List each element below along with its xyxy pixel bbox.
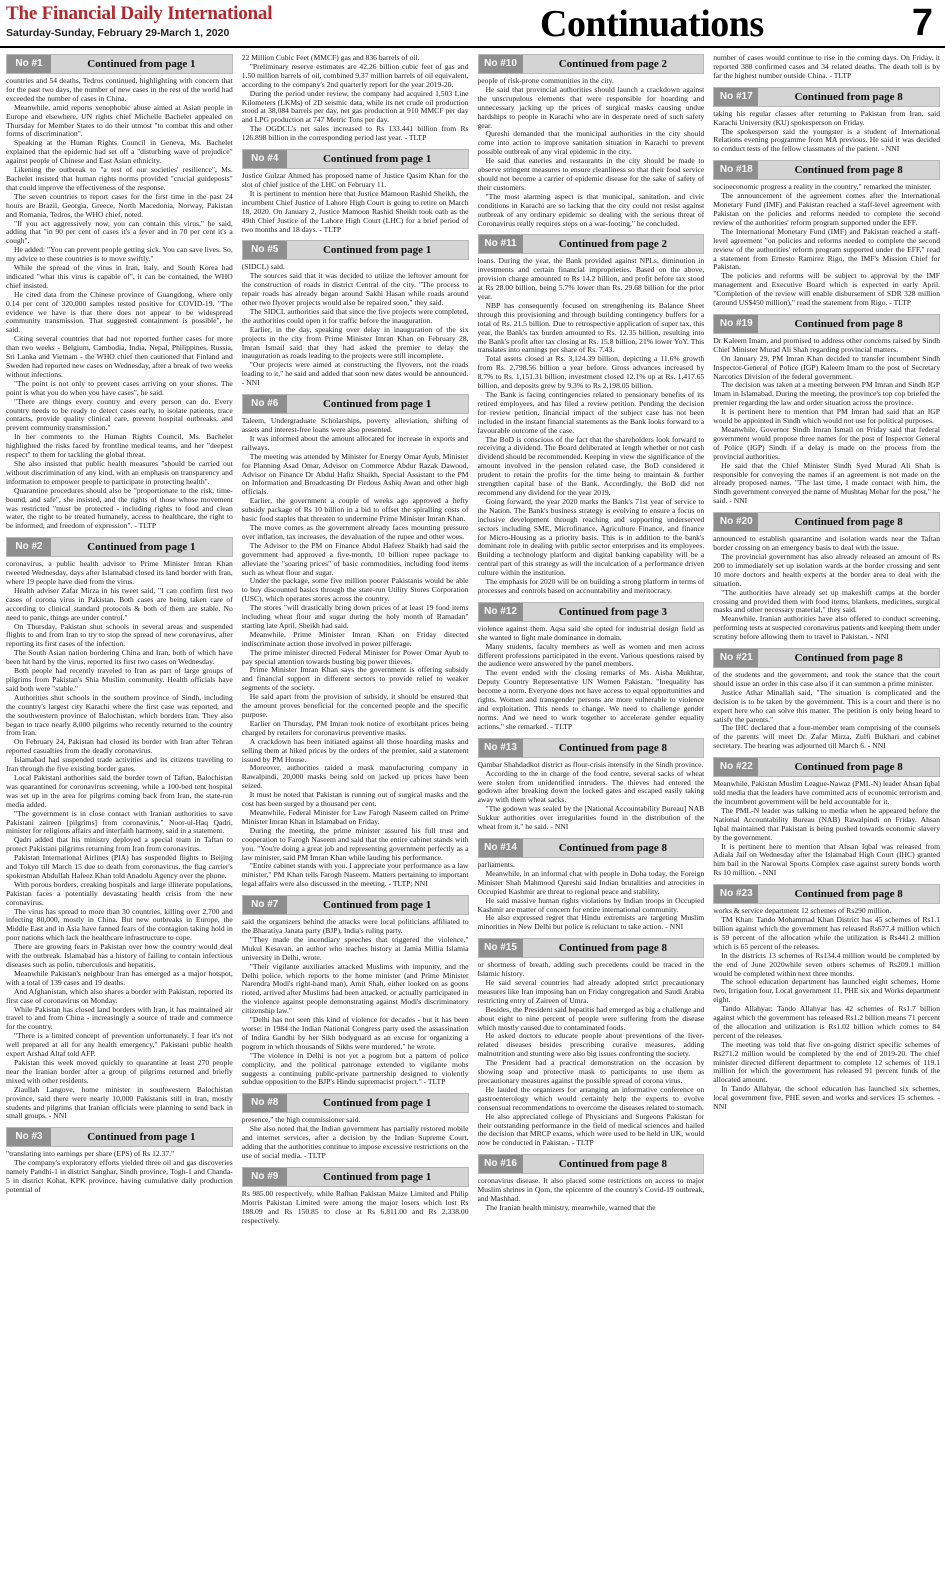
story-block [6, 1127, 233, 1195]
paragraph: The emphasis for 2020 will be on building a strong platform in terms of processes and controls based on accountability and meritocracy. [477, 577, 705, 595]
paragraph: "translating into earnings per share (EPS) of Rs 12.37." [6, 1149, 175, 1159]
paragraph: She also noted that the Indian government has partially restored mobile and internet services, after a decision by the Indian Supreme Court, adding that the authorities continue to impose excessive restrictions on the use of social media. - TLTP [241, 1124, 469, 1160]
story-header [6, 537, 233, 557]
paragraph: Islamabad had suspended trade activities and its citizens traveling to Iran through the five existing border gates. [6, 755, 233, 774]
issue-date: Saturday-Sunday, February 29-March 1, 2020 [6, 27, 230, 39]
story-body [242, 918, 469, 1087]
paragraph: The SIDCL authorities said that since the five projects were completed, the authorities could open it for traffic before the inauguration. [241, 306, 469, 325]
paragraph: TM Khan: Tando Mohammad Khan District has 45 schemes of Rs1.1 billion against which the government has released Rs677.4 million which is 59 percent of the allocation while the utilization is Rs441.2 million which is 65 percent of the releases. [713, 915, 940, 951]
paragraph: Citing several countries that had not reported further cases for more than two weeks - Belgium, Cambodia, India, Nepal, Philippines, Russia, Sri Lanka and Vietnam - the WHO chief then cautioned that Finland and Sweden had reported new cases on Wednesday, after a break of two weeks without infections. [6, 334, 233, 379]
story-header [242, 1093, 469, 1113]
story-number: No #18 [714, 161, 758, 179]
story-number: No #21 [714, 649, 758, 667]
paragraph: socioeconomic progress a reality in the country," remarked the minister. [713, 182, 932, 192]
paragraph: "They made the incendiary speeches that triggered the violence," Mukul Kesavan, an author who teaches history at Jamia Millia Islamia university in Delhi, wrote. [241, 934, 469, 962]
story-number: No #13 [479, 739, 523, 757]
paragraph: Total assets closed at Rs. 3,124.39 billion, depicting a 11.6% growth from Rs. 2,798.56 billion a year before. Gross advances increased by 8.7% to Rs. 1,151.31 billion, investment closed 12.1% up at Rs. 1,417.65 billion, and deposits grew by 9.3% to Rs 2,198.05 billion. [477, 354, 705, 391]
paragraph: Justice Gulzar Ahmed has proposed name of Justice Qasim Khan for the slot of chief justice of the LHC on February 11. [241, 171, 469, 189]
paragraph: He said apart from the provision of subsidy, it should be ensured that the amount proves beneficial for the concerned people and the specific purpose. [241, 692, 469, 719]
paragraph: Likening the outbreak to "a test of our societies' resilience", Ms. Bachelet insisted that human rights norms provided "crucial guideposts" that could improve the effectiveness of the response. [6, 165, 233, 192]
paragraph: In the districts 13 schemes of Rs134.4 million would be completed by the end of June 2020while seven others schemes of Rs209.1 million would be completed within next three months. [713, 950, 940, 978]
story-number: No #11 [479, 235, 523, 253]
paragraph: parliaments. [477, 859, 515, 869]
paragraph: "The authorities have already set up makeshift camps at the border crossing and provided them with food items, blankets, medicines, surgical masks and other necessary material," they said. [713, 587, 940, 615]
paragraph: The spokesperson said the youngster is a student of International Relations evening programme from MA previous. He said it was decided to conduct tests of the fellow classmates of the patient. - NNI [713, 126, 940, 154]
story-title: Continued from page 2 [558, 58, 668, 70]
paragraph: Prime Minister Imran Khan says the government is offering subsidy and financial support in different sectors to provide relief to weaker segments of the society. [241, 665, 469, 693]
story-block [478, 1154, 705, 1213]
paragraph: The stores "will drastically bring down prices of at least 19 food items including wheat flour and sugar during the holy month of Ramadan" starting late April, Sheikh had said. [241, 603, 469, 630]
story-body [478, 77, 705, 228]
story-header [713, 757, 940, 777]
paragraph: or shortness of breath, adding such precedents could be traced in the Islamic history. [477, 960, 705, 979]
column-1 [6, 54, 233, 1578]
paragraph: Earlier, in the day, speaking over delay in inauguration of the six projects in the city from Prime Minister Imran Khan on February 28, Imran Ismail said that they had asked the premier to delay the inauguration as roads leading to the projects were still incomplete. [241, 324, 469, 361]
story-block [713, 757, 940, 878]
paragraph: The decision was taken at a meeting between PM Imran and Sindh IGP Imam in Islamabad. During the meeting, the province's top cop briefed the premier regarding the law and order situation across the province. [713, 380, 940, 408]
page-number: 7 [911, 2, 933, 44]
story-block [242, 1093, 469, 1161]
paragraph: "If you act aggressively now, you can contain this virus," he said, adding that "in 90 per cent of cases it's a fever and in 70 per cent it's a cough". [6, 218, 233, 246]
story-block [713, 314, 940, 506]
story-title: Continued from page 1 [322, 398, 432, 411]
story-body [713, 907, 940, 1112]
paragraph: The South Asian nation bordering China and Iran, both of which have been hit hard by the virus, reported its first two cases on Wednesday. [6, 648, 233, 667]
story-body [713, 110, 940, 155]
story-title: Continued from page 8 [794, 90, 903, 103]
paragraph: "The violence in Delhi is not yet a pogrom but a pattern of police complicity, and the political patronage extended to vigilante mobs suggests a continuing public-private partnership designed to violently subdue opposition to the BJP's Hindu supremacist project." - TLTP [241, 1050, 469, 1087]
paragraph: It must be noted that Pakistan is running out of surgical masks and the cost has been surged by a thousand per cent. [241, 790, 469, 809]
story-title: Continued from page 8 [794, 652, 903, 665]
paragraph: Moreover, authorities raided a mask manufacturing company in Rawalpindi, 20,000 masks being sold on jacked up prices have been seized. [241, 763, 469, 791]
story-header [242, 1167, 469, 1187]
story-number: No #12 [479, 603, 523, 621]
paragraph: The Bank is facing contingencies related to pensionary benefits of its retired employees, and has filed a review petition. Pending the decision for review petition, financial impact of the subject case has not been included in the instant financial statements as the Bank looks forward to a favourable outcome of the case. [477, 390, 705, 435]
paragraph: Under the package, some five million poorer Pakistanis would be able to buy discounted basics through the state-run Utility Stores Corporation (USC), which operates stores across the country. [241, 576, 469, 604]
paragraph: works & service department 12 schemes of Rs290 million. [713, 906, 892, 916]
story-number: No #8 [243, 1094, 287, 1112]
paper-name: The Financial Daily International [6, 3, 273, 24]
paragraph: The virus has spread to more than 30 countries, killing over 2,700 and infecting 80,000, mostly in China. But new outbreaks in Europe, the Middle East and in Asia have fanned fears of the contagion taking hold in poor nations which lack the healthcare infrastructure to cope. [6, 906, 233, 943]
story-header [6, 1127, 233, 1147]
story-title: Continued from page 8 [558, 741, 668, 754]
story-title: Continued from page 8 [794, 888, 903, 901]
paragraph: Besides, the President said hepatitis had emerged as big a challenge and about eight to nine percent of people were suffering from the disease which mostly caused due to contaminated foods. [477, 1004, 705, 1032]
story-number: No #5 [243, 241, 287, 259]
paragraph: He lauded the organizers for arranging an informative conference on gastroenterology which would certainly help the experts to evolve consensual recommendations to overcome the diseases related to stomach. [477, 1084, 705, 1112]
story-header [478, 54, 705, 74]
paragraph: The Iranian health ministry, meanwhile, warned that the [485, 1202, 656, 1212]
paragraph: On January 29, PM Imran Khan decided to transfer incumbent Sindh Inspector-General of Police (IGP) Kaleem Imam to the post of Secretary Narcotics Division of the federal government. [713, 353, 940, 381]
paragraph: "Our projects were aimed at constructing the flyovers, not the roads leading to it," he said and added that soon new dates would be announced. - NNI [241, 360, 469, 388]
paragraph: Health adviser Zafar Mirza in his tweet said, "I can confirm first two cases of corona virus in Pakistan. Both cases are being taken care of according to clinical standard protocols & both of them are stable. No need to panic, things are under control." [6, 585, 233, 622]
paragraph: said the organizers behind the attacks were local politicians affiliated to the Bharatiya Janata party (BJP), India's ruling party. [241, 917, 469, 936]
paragraph: "The government is in close contact with Iranian authorities to save Pakistani zaireen [pilgrims] from coronavirus," Noor-ul-Haq Qadri, minister for religious affairs and interfaith harmony, said in a statement. [6, 808, 233, 836]
paragraph: The provincial government has also already released an amount of Rs 200 to immediately set up isolation wards at the border crossing and sent 10 more doctors and health experts at the border area to deal with the situation. [713, 551, 940, 588]
story-title: Continued from page 1 [322, 244, 432, 257]
story-header [6, 54, 233, 74]
paragraph: The meeting was attended by Minister for Energy Omar Ayub, Minister for Planning Asad Omar, Advisor on Commerce Abdur Razak Dawood, Advisor on Finance Dr Abdul Hafiz Shaikh, Special Assistant to the PM on Information and Broadcasting Dr Firdous Ashiq Awan and other high officials. [241, 451, 469, 497]
story-header [478, 602, 705, 622]
paragraph: The seven countries to report cases for the first time in the past 24 hours are Brazil, Georgia, Greece, North Macedonia, Norway, Pakistan and Romania, Tedros, the WHO chief, noted. [6, 191, 233, 219]
story-number: No #1 [7, 55, 51, 73]
paragraph: In her comments to the Human Rights Council, Ms. Bachelet highlighted the risks faced by frontline medical teams, and her "deepest respect" to them for tackling the global threat. [6, 432, 233, 460]
paragraph: He said that the Chief Minister Sindh Syed Murad Ali Shah is responsible for conveying the names if an agreement is not made on the already proposed names. "The last time, I made contact with him, the Sindh government conveyed the name of Mushtaq Mehar for the post," he said. - NNI [713, 460, 940, 506]
paragraph: Meanwhile, Prime Minister Imran Khan on Friday directed indiscriminate action those involved in power pilferage. [241, 629, 469, 648]
story-block [242, 895, 469, 1087]
paragraph: He also appreciated college of Physicians and Surgeons Pakistan for their outstanding performance in the field of medical sciences and hailed the decision that MRCP exams, which were used to be held in UK, would now be conducted in Pakistan. - TLTP [477, 1111, 705, 1148]
story-body [242, 1116, 469, 1161]
story-number: No #20 [714, 513, 758, 531]
story-body [478, 861, 705, 932]
paragraph: Qureshi demanded that the municipal authorities in the city should come into action to improve sanitation situation in Karachi to prevent possible outbreak of any viral epidemic in the city. [477, 129, 705, 157]
paragraph: In Tando Allahyar, the school education has launched six schemes, local government five, PHE seven and works and services 15 schemes. - NNI [713, 1084, 940, 1112]
paragraph: The International Monetary Fund (IMF) and Pakistan reached a staff-level agreement "on policies and reforms needed to complete the second review of the authorities' reform program supported under the EFF," read a statement from Ernesto Ramirez Rigo, the IMF's Mission Chief for Pakistan. [713, 226, 940, 272]
paragraph: Speaking at the Human Rights Council in Geneva, Ms. Bachelet explained that the epidemic had set off a "disturbing wave of prejudice" against people of Chinese and East Asian ethnicity. [6, 138, 233, 166]
paragraph: NBP has consequently focused on strengthening its Balance Sheet through this provisioning and through building contingency buffers for a total of Rs. 21.5 billion. Due to retrospective application of super tax, this year, the Bank's tax burden amounted to Rs. 12.35 billion, resulting into the Bank's profit after tax closing at Rs. 15.8 billion, 21% lower YoY. This translates into earnings per share of Rs. 7.43. [477, 300, 705, 355]
paragraph: Meanwhile, in an informal chat with people in Doha today, the Foreign Minister Shah Mahmood Qureshi said Indian brutalities and atrocities in Occupied Kashmir are threat to regional peace and stability. [477, 868, 705, 896]
paragraph: "Entire cabinet stands with you. I appreciate your performance as a law minister," PM Khan tells Farogh Naseem. Matters pertaining to important legal affairs were also discussed in the meeting. - TLTP; NNI [241, 861, 469, 889]
paragraph: The IHC declared that a four-member team comprising of the counsels of the parents will meet Dr. Zafar Mirza, Zulfi Bukhari and cabinet secretary. The hearing was adjourned till March 6. - NNI [713, 723, 940, 751]
story-block [6, 537, 233, 1121]
story-body [242, 1190, 469, 1226]
story-block [478, 234, 705, 595]
paragraph: Many students, faculty members as well as women and men across different professions participated in the event. Various questions raised by the audience were answered by the panel members. [477, 641, 705, 669]
paragraph: people of risk-prone communities in the city. [477, 76, 614, 85]
paragraph: The PML-N leader was talking to media when he appeared before the National Accountability Bureau (NAB) Rawalpindi on Friday. Ahsan Iqbal maintained that Pakistan is being pushed towards economic slavery by the government. [713, 805, 940, 842]
paragraph: It is pertinent to mention here that Justice Mamoon Rashid Sheikh, the incumbent Chief Justice of Lahore High Court is going to retire on March 18, 2020. On January 2, Justice Mamoon Rashid Sheikh took oath as the 49th Chief Justice of the Lahore High Court (LHC) for a brief period of two months and 18 days. - TLTP [241, 188, 469, 234]
paragraph: 22 Million Cubic Feet (MMCF) gas and 836 barrels of oil. [241, 54, 420, 62]
story-title: Continued from page 8 [794, 317, 903, 330]
paragraph: "Their vigilante auxiliaries attacked Muslims with impunity, and the Delhi police, which reports to the home minister (and Prime Minister Narendra Modi's right-hand man), Amit Shah, either looked on as goons rioted, arrived after Muslims had been attacked, or actually participated in the violence against people demonstrating against Modi's discriminatory citizenship law." [241, 961, 469, 1016]
story-body [713, 337, 940, 506]
paragraph: During the meeting, the prime minister assured his full trust and cooperation to Farogh Naseem and said that the entire cabinet stands with you. "You're doing a great job and representing government perfectly as a law minister, said PM Imran Khan while lauding his performance. [241, 825, 469, 862]
paragraph: While the spread of the virus in Iran, Italy, and South Korea had indicated "what this virus is capable of", it can be contained, the WHO chief insisted. [6, 263, 233, 290]
paragraph: coronavirus, a public health advisor to Prime Minister Imran Khan tweeted Wednesday, days after Islamabad closed its land border with Iran, where 19 people have died from the virus. [6, 559, 233, 587]
paragraph: The prime minister directed Federal Minister for Power Omar Ayub to pay special attention towards busting big power thieves. [241, 647, 469, 666]
paragraph: Justice Athar Minallah said, "The situation is complicated and the decision is to be taken by the government. This is a court and there is no expert here who can solve this matter. The petition is only being heard to satisfy the parents." [713, 687, 940, 724]
paragraph: He asked doctors to educate people about preventions of the liver-related diseases besides prescribing curative measures, adding malnutrition and stunting were also big issues confronting the society. [477, 1031, 705, 1059]
story-header [713, 314, 940, 334]
story-header [478, 1154, 705, 1174]
story-number: No #10 [479, 55, 523, 73]
story-header [478, 738, 705, 758]
paragraph: He also expressed regret that Hindu extremists are targeting Muslim minorities in New Delhi but police is reluctant to take action. - NNI [477, 913, 705, 932]
column-2 [242, 54, 469, 1578]
story-body [242, 172, 469, 234]
story-header [242, 895, 469, 915]
paragraph: Pakistan this week moved quickly to quarantine at least 270 people near the Iranian border after a group of pilgrims returned and briefly mixed with other residents. [6, 1057, 233, 1085]
story-title: Continued from page 1 [87, 58, 196, 70]
story-title: Continued from page 3 [558, 605, 668, 618]
story-body [242, 417, 469, 889]
story-number: No #6 [243, 395, 287, 413]
paragraph: And Afghanistan, which also shares a border with Pakistan, reported its first case of coronavirus on Monday. [6, 986, 233, 1005]
paragraph: The event ended with the closing remarks of Ms. Aisha Mukhtar, Deputy Country Representative UN Women Pakistan. "Inequality has become a norm. Everyone does not have access to equal opportunities and rights. Women and transgender persons are more vulnerable to violence and exploitation. This needs to change. We need to challenge gender norms. And we need to work together to accelerate gender equality actions," she remarked. - TLTP [477, 668, 705, 731]
story-body [713, 671, 940, 751]
story-body [6, 77, 233, 531]
paragraph: Pakistan International Airlines (PIA) has suspended flights to Beijing and Tokyo till March 15 due to death from coronavirus, the flag carrier's spokesman Abdullah Hafeez Khan told Anadolu Agency over the phone. [6, 853, 233, 880]
paragraph: Earlier, the government a couple of weeks ago approved a hefty subsidy package of Rs 10 billion in a bid to offset the spiralling costs of basic food staples that threaten to undermine Prime Minister Imran Khan. [241, 496, 469, 524]
story-title: Continued from page 8 [558, 1158, 668, 1171]
paragraph: Meanwhile, Iranian authorities have also offered to conduct screening, performing tests at suspected coronavirus patients and keeping them under scrutiny before allowing them to travel to Pakistan. - NNI [713, 614, 940, 642]
paragraph: The OGDCL's net sales increased to Rs 133.441 billion from Rs 126.898 billion in the corresponding period last year. - TLTP [241, 124, 469, 143]
story-header [713, 648, 940, 668]
story-body [478, 625, 705, 732]
story-title: Continued from page 8 [558, 841, 668, 854]
story-number: No #22 [714, 758, 758, 776]
paragraph: number of cases would continue to rise in the coming days. On Friday, it reported 388 confirmed cases and 34 related deaths. The death toll is by far the highest number outside China. - TLTP [713, 54, 940, 80]
paragraph: The school education department has launched eight schemes, Home two, Irrigation four, Local government 11, PHE six and Works department eight. [713, 977, 940, 1005]
story-block [242, 54, 469, 143]
story-block [478, 602, 705, 732]
story-block [713, 648, 940, 751]
story-number: No #23 [714, 885, 758, 903]
story-body [242, 54, 469, 143]
paragraph: It is pertinent here to mention that Ahsan Iqbal was released from Adiala Jail on Wednesday after the Islamabad High Court (IHC) granted him bail in the Narowal Sports Complex case against surety bonds worth Rs 10 million. - NNI [713, 841, 940, 878]
story-number: No #7 [243, 896, 287, 914]
story-header [478, 838, 705, 858]
paragraph: violence against them. Aqsa said she opted for industrial design field as she wanted to fight male dominance in domain. [477, 623, 705, 642]
paragraph: Quarantine procedures should also be "proportionate to the risk, time-bound, and safe", she insisted, and the rights of those whose movement was restricted "must be protected - including rights to food and clean water, the right to be treated humanely, access to healthcare, the right to be informed, and freedom of expression". - TLTP [6, 485, 233, 531]
story-title: Continued from page 8 [794, 516, 903, 529]
paragraph: Meanwhile, Pakistan Muslim League-Nawaz (PML-N) leader Ahsan Iqbal told media that the leaders have committed acts of economic terrorism and the incumbent government will be held accountable for it. [713, 779, 940, 806]
paragraph: Earlier on Thursday, PM Imran took notice of exorbitant prices being charged by retailers for coronavirus preventive masks. [241, 718, 469, 737]
story-block [242, 1167, 469, 1226]
story-number: No #14 [479, 839, 523, 857]
story-title: Continued from page 1 [322, 1097, 432, 1110]
story-block [6, 54, 233, 531]
paragraph: taking his regular classes after returning to Pakistan from Iran, said Karachi University (KU) spokesperson on Friday. [713, 108, 940, 127]
paragraph: Meanwhile, Federal Minister for Law Farogh Naseem called on Prime Minister Imran Khan in Islamabad on Friday. [241, 807, 469, 826]
paragraph: Tando Allahyar: Tando Allahyar has 42 schemes of Rs1.7 billion against which the government has released Rs1.2 billion means 71 percent of the allocation and utilization is Rs1.02 billion which comes to 84 percent of the releases. [713, 1004, 940, 1040]
story-body [242, 263, 469, 388]
story-header [713, 884, 940, 904]
column-4 [713, 54, 940, 1578]
paragraph: "There is a limited concept of prevention unfortunately. I fear it's not well prepared at all for any health emergency," Pakistani public health expert Arshad Altaf told AFP. [6, 1031, 233, 1059]
story-body [713, 535, 940, 642]
story-block [713, 87, 940, 155]
paragraph: The policies and reforms will be subject to approval by the IMF management and Executive Board which is expected in early April. "Completion of the review will enable disbursement of SDR 328 million (around US$450 million)," read the statement from Rigo. - TLTP [713, 271, 940, 308]
paragraph: On February 24, Pakistan had closed its border with Iran after Tehran reported casualties from the deadly coronavirus. [6, 737, 233, 756]
column-3 [478, 54, 705, 1578]
story-title: Continued from page 8 [794, 164, 903, 177]
paragraph: Authorities shut schools in the southern province of Sindh, including the country's largest city Karachi where the first case was reported, and the southwestern province of Balochistan, which borders Iran. They also began to trace nearly 8,000 pilgrims who recently returned to the country from Iran. [6, 692, 233, 738]
paragraph: The Advisor to the PM on Finance Abdul Hafeez Shaikh had said the government had approved a five-month, 10 billion rupee package to alleviate the "soaring prices" of basic commodities, including food items such as wheat flour and sugar. [241, 540, 469, 577]
paragraph: Meanwhile Pakistan's neighbour Iran has emerged as a major hotspot, with a total of 139 cases and 19 deaths. [6, 968, 233, 987]
paragraph: She also insisted that public health measures "should be carried out without discrimination of any kind, with an emphasis on transparency and information to empower people to participate in protecting health". [6, 458, 233, 486]
paragraph: loans. During the year, the Bank provided against NPLs, diminution in investments and certain financial improprieties. Based on the above, provision charge amounted to Rs 14.2 billion, and profit before tax stood at Rs 28.00 billion, being 5.7% lower than Rs. 29.68 billion for the prior year. [477, 256, 705, 302]
paragraph: coronavirus disease. It also placed some restrictions on access to major Muslim shrines in Qom, the epicentre of the country's Covid-19 outbreak, and Mashhad. [477, 1176, 705, 1204]
paragraph: of the students and the government, and took the stance that the court should issue an order in this case also if it can summon a prime minister. [713, 670, 940, 688]
paragraph: "The point is not only to prevent cases arriving on your shores. The point is what you do when you have cases", he said. [6, 378, 233, 397]
paragraph: presence," the high commissioner said. [241, 1115, 361, 1125]
story-body [478, 761, 705, 832]
story-body [713, 183, 940, 308]
paragraph: Local Pakistani authorities said the border town of Taftan, Balochistan was quarantined for coronavirus screening, while a 100-bed tent hospital was set up in the area for pilgrims coming back from Iran, the state-run media added. [6, 772, 233, 809]
story-body [478, 257, 705, 595]
paragraph: Meanwhile, Governor Sindh Imran Ismail on Friday said that federal government would propose three names for the post of Inspector General of Police (IGP) Sindh if a delay is made on the process from the provincial authorities. [713, 425, 940, 461]
story-block [713, 160, 940, 308]
story-block [242, 149, 469, 234]
paragraph: The meeting was told that five on-going district specific schemes of Rs271.2 million would be completed by the end of 2019-20. The chief minister directed different department to complete 12 schemes of 119.1 million for which the government has released 91 percent funds of the allocated amount. [713, 1039, 940, 1085]
story-block [713, 54, 940, 81]
story-number: No #2 [7, 538, 51, 556]
paragraph: Dr Kaleem Imam, and promised to address other concerns raised by Sindh Chief Minister Murad Ali Shah regarding provincial matters. [713, 335, 940, 354]
paragraph: The BoD is conscious of the fact that the shareholders look forward to receiving a dividend. The Board deliberated at length whether or not cash dividend should be recommended. Keeping in view the significance of the amount involved in the pension related case, the BoD considered it prudent to retain the profits for the time being to maintain & further strengthen capital base of the Bank. Accordingly, the BoD did not recommend any dividend for the year 2019. [477, 434, 705, 497]
story-header [242, 394, 469, 414]
paragraph: He said massive human rights violations by Indian troops in Occupied Kashmir are matter of concern for entire international community. [477, 895, 705, 914]
story-block [478, 738, 705, 832]
story-title: Continued from page 8 [558, 942, 668, 955]
paragraph: The move comes as the government already faces mounting pressure over inflation, tax increases, the devaluation of the rupee and other woes. [241, 522, 469, 541]
story-block [713, 884, 940, 1112]
paragraph: With porous borders, creaking hospitals and large illiterate populations, Pakistan faces a potentially devastating health crisis from the new coronavirus. [6, 879, 233, 907]
story-header [713, 512, 940, 532]
story-number: No #3 [7, 1128, 51, 1146]
paragraph: announced to establish quarantine and isolation wards near the Taftan border crossing on an emergency basis to deal with the issue. [713, 534, 940, 553]
paragraph: countries and 54 deaths, Tedros continued, highlighting with concern that for the past two days, the number of new cases in the rest of the world had exceeded the number of cases in China. [6, 76, 233, 103]
paragraph: Ziaullah Langove, home minister in southwestern Balochistan province, said there were nearly 10,000 Pakistanis still in Iran, mostly students and pilgrims that Iranian officials were planning to send back in small groups. - NNI [6, 1084, 233, 1121]
paragraph: Going forward, the year 2020 marks the Bank's 71st year of service to the Nation. The Bank's business strategy is evolving to ensure a focus on inclusive development through reaching and supporting underserved sectors including SME, Microfinance, Agriculture Finance, and finance for Micro-Housing as a priority basis. This is in addition to the bank's dominant role in dealing with public sector enterprises and its employees. Building a technology platform and digital banking capability will be a central part of this strategy as will the inculcation of a performance driven culture within the institution. [477, 496, 705, 578]
paragraph: He said that eateries and restaurants in the city should be made to observe stringent measures to ensure cleanliness so that their food service should not become a carrier of epidemic disease for the sake of safety of their customers. [477, 156, 705, 192]
story-body [6, 1150, 233, 1195]
story-header [242, 240, 469, 260]
story-body [6, 560, 233, 1121]
story-title: Continued from page 8 [794, 761, 903, 774]
story-body [713, 54, 940, 81]
paragraph: "There are things every country and every person can do. Every country needs to be ready to detect cases early, to isolate patients, trace contacts, provide quality clinical care, prevent hospital outbreaks, and prevent community transmission." [6, 396, 233, 433]
story-block [478, 938, 705, 1148]
paragraph: The announcement of the agreement comes after the International Monetary Fund (IMF) and Pakistan reached a staff-level agreement with Pakistan on the policies and reforms needed to complete the second review of the authorities' reform program supported under the EFF. [713, 191, 940, 227]
story-title: Continued from page 1 [87, 1131, 196, 1144]
story-block [713, 512, 940, 642]
paragraph: He said several countries had already adopted strict precautionary measures like Iran imposing ban on Friday congregation and Saudi Arabia restricting entry of Zaireen of Umra. [477, 978, 705, 1005]
paragraph: A crackdown has been initiated against all those hoarding masks and selling them at hiked prices by the orders of the premier, said a statement issued by PM House. [241, 736, 469, 764]
story-block [478, 838, 705, 932]
paragraph: "The most alarming aspect is that municipal, sanitation, and civic conditions in Karachi are so lacking that the city could not resist against outbreak of any ordinary epidemic so dealing with the serious threat of Coronavirus really requires steps on a war-footing," he concluded. [477, 191, 705, 228]
story-number: No #17 [714, 88, 758, 106]
paragraph: Rs 985.00 respectively, while Rafhan Pakistan Maize Limited and Philip Morris Pakistan Limited were among the major losers which lost Rs 188.09 and Rs 150.85 to close at Rs 6,811.00 and Rs 2,338.00 respectively. [241, 1188, 469, 1225]
story-number: No #16 [479, 1155, 523, 1173]
paragraph: He cited data from the Chinese province of Guangdong, where only 0.14 per cent of 320,000 samples tested positive for COVID-19. "The evidence we have is that there does not appear to be widespread community transmission. That suggested containment is possible", he said. [6, 289, 233, 335]
paragraph: While Pakistan has closed land borders with Iran, it has maintained air travel to and from China - increasingly a source of trade and commerce for the country. [6, 1004, 233, 1032]
paragraph: (SIDCL) said. [241, 262, 285, 272]
paragraph: The company's exploratory efforts yielded three oil and gas discoveries namely Pandhi-1 in district Sanghar, Sindh province, Togh-1 and Chanda-5 in district Kohat, KPK province, having cumulative daily production potential of [6, 1158, 233, 1194]
story-title: Continued from page 1 [322, 1170, 432, 1183]
paragraph: During the period under review, the company had acquired 1,503 Line Kilometers (LKMs) of 2D seismic data, while its net crude oil production stood at 38,084 barrels per day, net gas production at 910 MMCF per day and LPG production at 747 Metric Tons per day. [241, 88, 469, 125]
paragraph: On Thursday, Pakistan shut schools in several areas and suspended flights to and from Iran to try to stop the spread of new coronavirus, after reporting its first cases of the infection. [6, 621, 233, 649]
paragraph: "Delhi has not seen this kind of violence for decades - but it has been worse: in 1984 the Indian National Congress party used the assassination of Indira Gandhi by her Sikh bodyguard as an excuse for organizing a pogrom in which thousands of Sikhs were murdered," he wrote. [241, 1015, 469, 1051]
paragraph: Qadri added that his ministry deployed a special team in Taftan to protect Pakistani pilgrims returning from Iran from coronavirus. [6, 835, 233, 854]
paragraph: It was informed about the amount allocated for increase in exports and railways. [241, 433, 469, 452]
story-block [242, 394, 469, 889]
paragraph: "The godown was sealed by the [National Accountability Bureau] NAB Sukkur authorities over irregularities found in the distribution of the wheat from it," he said. - NNI [477, 804, 705, 832]
story-title: Continued from page 2 [558, 238, 668, 251]
story-columns [6, 54, 940, 1578]
story-title: Continued from page 1 [87, 541, 196, 554]
story-number: No #4 [243, 150, 287, 168]
section-title: Continuations [540, 3, 764, 45]
paragraph: It is pertinent here to mention that PM Imran had said that an IGP would be appointed in Sindh which would not use for political purposes. [713, 407, 940, 426]
story-title: Continued from page 1 [322, 153, 432, 166]
story-body [478, 961, 705, 1148]
story-number: No #15 [479, 939, 523, 957]
paragraph: According to the in charge of the food centre, several sacks of wheat were stolen from unidentified intruders. The thieves had entered the godown after breaking down the locked gates and escaped easily taking away with them wheat sacks. [477, 768, 705, 805]
story-block [478, 54, 705, 228]
story-block [242, 240, 469, 388]
paragraph: Qambar Shahdadkot district as flour-crisis intensify in the Sindh province. [477, 759, 704, 769]
story-header [713, 160, 940, 180]
paragraph: There are growing fears in Pakistan over how the country would deal with the outbreak. Islamabad has a history of failing to contain infectious diseases such as polio, tuberculosis and hepatitis. [6, 942, 233, 969]
story-number: No #19 [714, 315, 758, 333]
paragraph: The sources said that it was decided to utilize the leftover amount for the construction of roads in district Central of the city. "The process to repair roads has already began around Sakhi Hasan while roads around other two flyover projects would also be repaired soon," they said. [241, 271, 469, 308]
story-body [713, 780, 940, 878]
story-body [478, 1177, 705, 1213]
paragraph: Taleem, Undergraduate Scholarships, poverty alleviation, shifting of assets and interest-free loans were also presented. [241, 416, 469, 434]
story-header [242, 149, 469, 169]
paragraph: The President had a practical demonstration on the occasion by showing soap and protective mask to participants to use them as precautionary measures against the possible spread of corona virus. [477, 1058, 705, 1085]
story-header [478, 234, 705, 254]
paragraph: "Preliminary reserve estimates are 42.26 billion cubic feet of gas and 1.50 million barrels of oil, combined 9.37 million barrels of oil equivalent, according to the company's 2nd quarterly report for the year 2019-20. [241, 61, 469, 89]
story-number: No #9 [243, 1168, 287, 1186]
masthead [0, 0, 945, 48]
paragraph: Meanwhile, amid reports xenophobic abuse aimed at Asian people in Europe and elsewhere, UN rights chief Michelle Bachelet appealed on Thursday for Member States to do their utmost "to combat this and other forms of discrimination". [6, 102, 233, 139]
paragraph: He said that provincial authorities should launch a crackdown against the unscrupulous elements that were responsible for hoarding and unnecessary jacking up the prices of surgical masks causing undue hardships to people in Karachi who are in desperate need of such safety gear. [477, 84, 705, 130]
story-header [713, 87, 940, 107]
story-title: Continued from page 1 [322, 899, 432, 912]
story-header [478, 938, 705, 958]
paragraph: Both people had recently traveled to Iran as part of large groups of pilgrims from Pakistan's Shia Muslim community. Health officials have said both were "stable." [6, 666, 233, 693]
paragraph: He added: "You can prevent people getting sick. You can save lives. So, my advice to these countries is to move swiftly." [6, 245, 233, 264]
